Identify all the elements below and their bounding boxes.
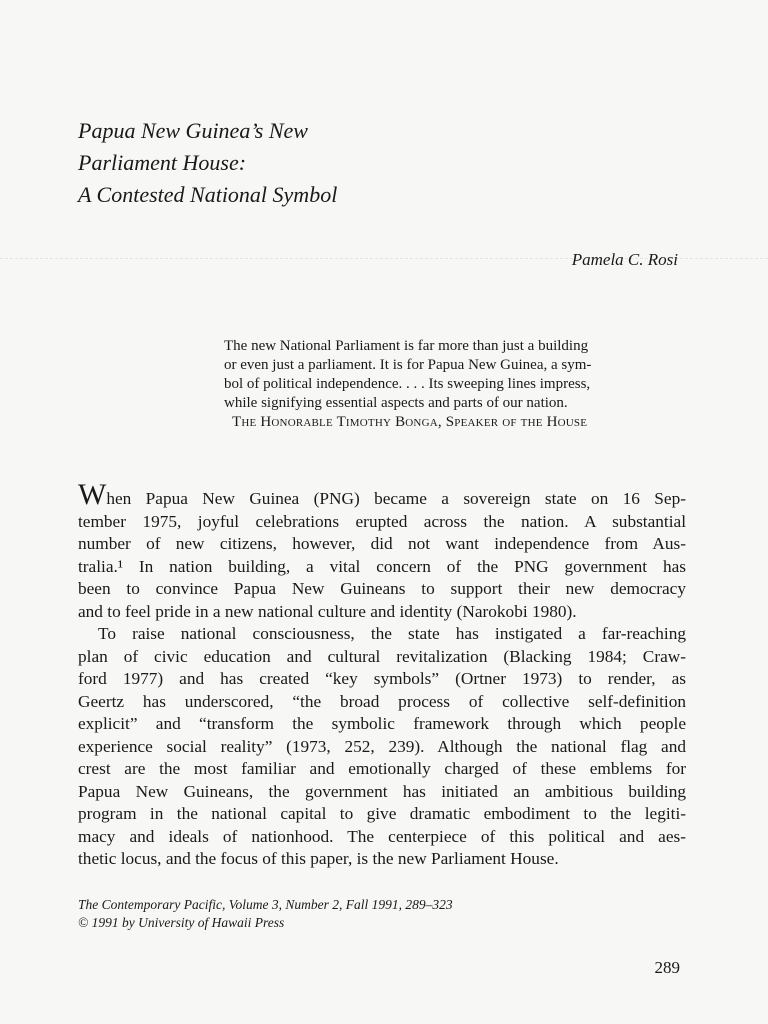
author-name: Pamela C. Rosi [571, 250, 678, 269]
body-line: and to feel pride in a new national culture and identity (Narokobi 1980). [78, 601, 577, 621]
epigraph-attribution: The Honorable Timothy Bonga, Speaker of the House [232, 414, 588, 430]
body-line: tralia.¹ In nation building, a vital concern of the PNG government has [78, 556, 686, 576]
epigraph-line: or even just a parliament. It is for Papua New Guinea, a sym- [224, 357, 592, 373]
journal-citation: The Contemporary Pacific, Volume 3, Number 2, Fall 1991, 289–323 [78, 897, 453, 912]
body-line-first [78, 478, 686, 511]
title-line-1: Papua New Guinea’s New [78, 118, 308, 143]
body-line: crest are the most familiar and emotionally charged of these emblems for [78, 759, 686, 778]
footer-citation [78, 896, 453, 932]
body-line: program in the national capital to give dramatic embodiment to the legiti- [78, 804, 686, 823]
copyright-notice: © 1991 by University of Hawaii Press [78, 915, 285, 930]
body-line: explicit” and “transform the symbolic framework through which people [78, 714, 686, 733]
body-line: To raise national consciousness, the state has instigated a far-reaching [98, 624, 686, 643]
body-line: experience social reality” (1973, 252, 239). Although the national flag and [78, 736, 686, 756]
epigraph-line: The new National Parliament is far more than just a building [224, 338, 589, 354]
body-text [78, 478, 686, 871]
epigraph-line: bol of political independence. . . . Its sweeping lines impress, [224, 376, 591, 392]
body-line: tember 1975, joyful celebrations erupted across the nation. A substantial [78, 511, 686, 531]
article-title [78, 115, 337, 211]
page-number: 289 [654, 958, 680, 977]
epigraph [224, 337, 684, 432]
title-line-2: Parliament House: [78, 150, 247, 175]
body-line: been to convince Papua New Guineans to support their new democracy [78, 579, 686, 598]
drop-cap: W [78, 478, 107, 511]
body-line: thetic locus, and the focus of this paper, is the new Parliament House. [78, 849, 559, 868]
body-line: ford 1977) and has created “key symbols” (Ortner 1973) to render, as [78, 669, 686, 688]
body-line: Geertz has underscored, “the broad process of collective self-definition [78, 691, 686, 711]
body-line: number of new citizens, however, did not want independence from Aus- [78, 534, 686, 553]
title-line-3: A Contested National Symbol [78, 182, 338, 207]
body-line: macy and ideals of nationhood. The centerpiece of this political and aes- [78, 826, 686, 846]
epigraph-line: while signifying essential aspects and parts of our nation. [224, 395, 568, 411]
first-line-text: hen Papua New Guinea (PNG) became a sovereign state on 16 Sep- [106, 489, 686, 508]
body-line: plan of civic education and cultural revitalization (Blacking 1984; Craw- [78, 646, 686, 666]
body-line: Papua New Guineans, the government has initiated an ambitious building [78, 781, 686, 801]
